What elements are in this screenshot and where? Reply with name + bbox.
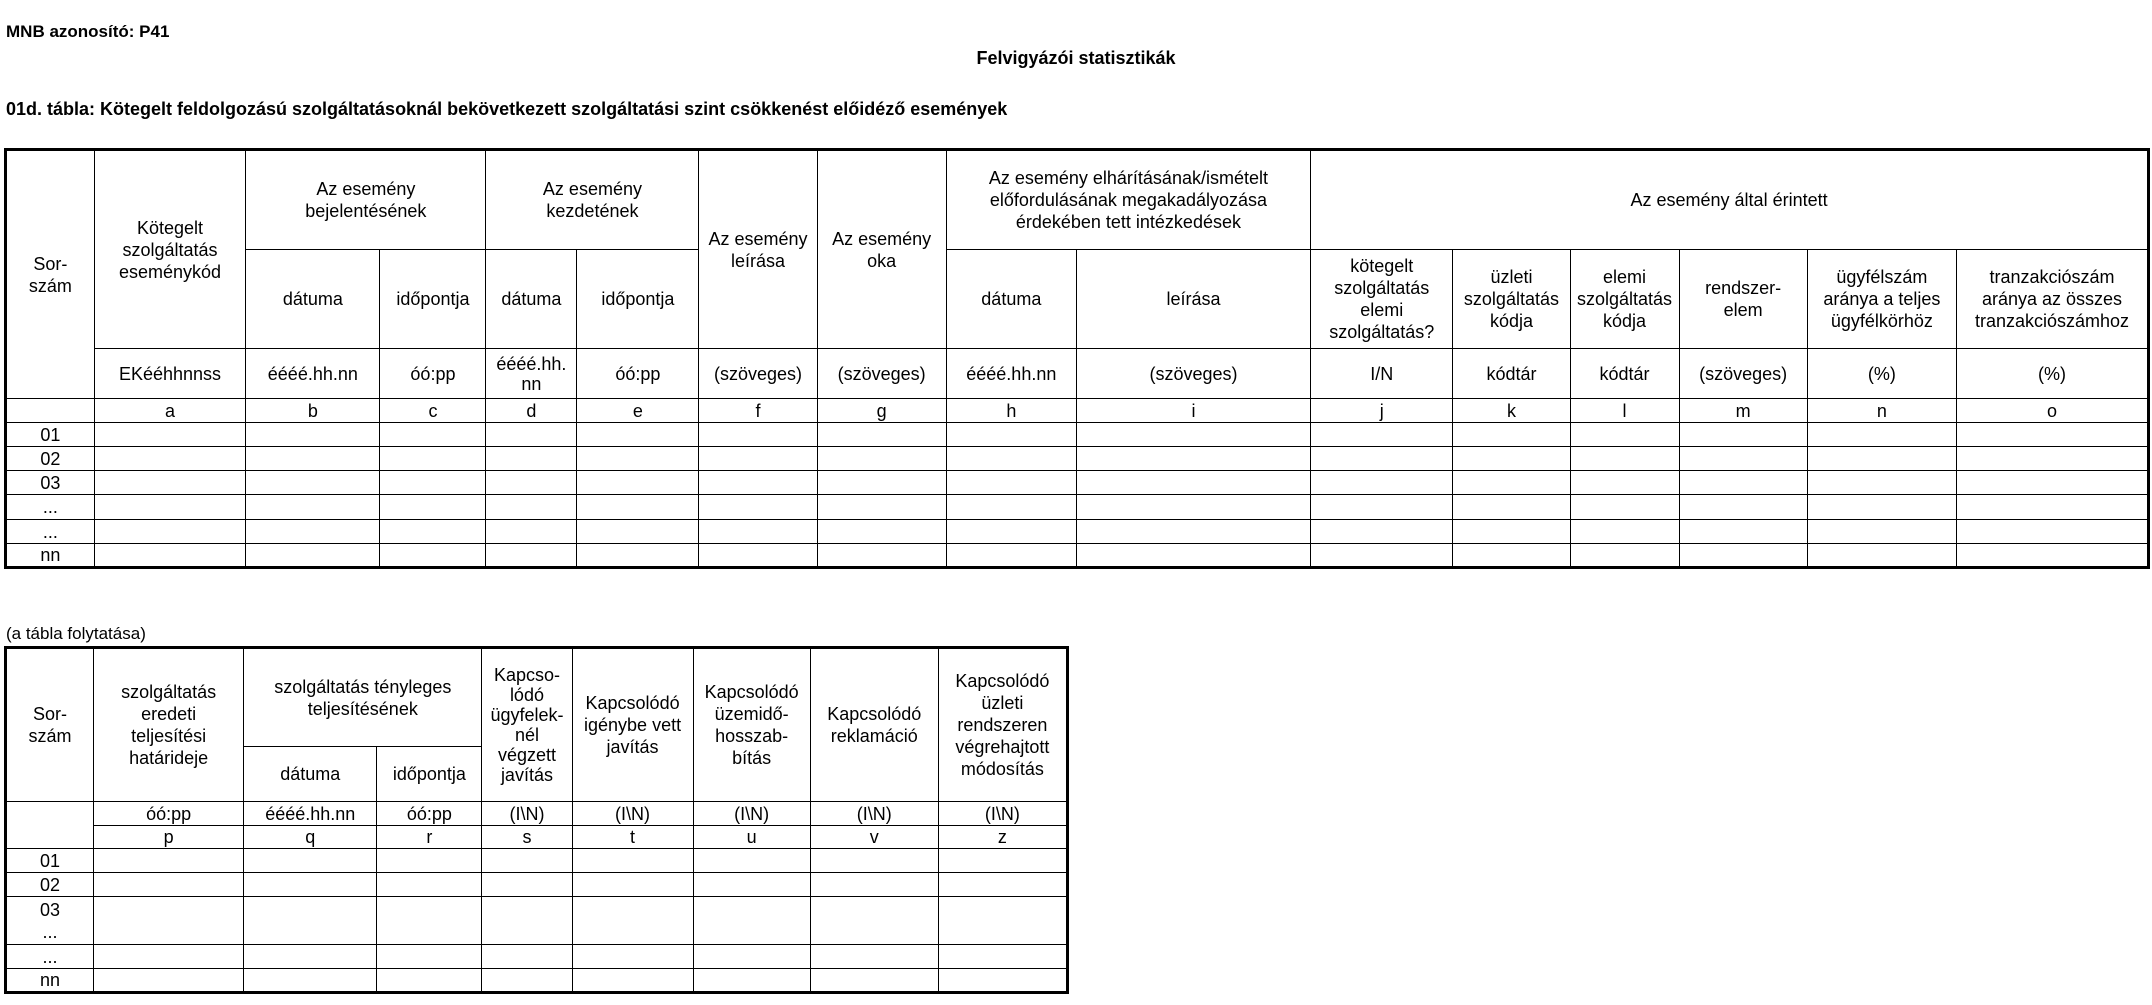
table-cell[interactable]: [1453, 447, 1570, 471]
table-cell[interactable]: [1807, 495, 1956, 520]
table-cell[interactable]: [938, 945, 1067, 969]
column-letter: u: [693, 826, 810, 849]
column-letter: h: [946, 399, 1076, 423]
header-r: időpontja: [377, 747, 482, 802]
table-cell[interactable]: [693, 969, 810, 993]
table-cell[interactable]: [1311, 495, 1453, 520]
table-cell[interactable]: [946, 423, 1076, 447]
table-cell[interactable]: [244, 969, 377, 993]
table-cell[interactable]: [94, 849, 244, 873]
row-number: 02: [6, 873, 94, 897]
header-t: Kapcsolódó igénybe vett javítás: [572, 648, 693, 802]
row-number: 03: [6, 471, 95, 495]
table-cell[interactable]: [1453, 495, 1570, 520]
table-cell[interactable]: [1957, 423, 2149, 447]
table-cell[interactable]: [1957, 495, 2149, 520]
column-letter: r: [377, 826, 482, 849]
table-cell[interactable]: [693, 873, 810, 897]
table-cell[interactable]: [1311, 447, 1453, 471]
column-letter: f: [699, 399, 817, 423]
table-cell[interactable]: [482, 969, 572, 993]
column-letter: b: [246, 399, 380, 423]
column-letter: [6, 399, 95, 423]
table-cell[interactable]: [946, 471, 1076, 495]
table-cell[interactable]: [946, 544, 1076, 568]
table-cell[interactable]: [377, 969, 482, 993]
table-cell[interactable]: [1807, 544, 1956, 568]
table-cell[interactable]: [938, 897, 1067, 945]
table-cell[interactable]: [938, 873, 1067, 897]
format-cell: éééé.hh.nn: [244, 802, 377, 826]
table-cell[interactable]: [1311, 471, 1453, 495]
table-row: [6, 495, 2149, 520]
table-cell[interactable]: [817, 447, 946, 471]
header-erintett: Az esemény által érintett: [1311, 150, 2149, 250]
table-cell[interactable]: [1453, 520, 1570, 544]
table-cell[interactable]: [699, 544, 817, 568]
table-title: 01d. tábla: Kötegelt feldolgozású szolgáltatásoknál bekövetkezett szolgáltatási szint csökkenést előidéző események: [6, 99, 1008, 119]
column-letter: a: [94, 399, 245, 423]
format-cell: (szöveges): [699, 349, 817, 399]
header-d: dátuma: [486, 250, 577, 349]
format-cell: (szöveges): [817, 349, 946, 399]
column-letter: o: [1957, 399, 2149, 423]
table-cell[interactable]: [94, 423, 245, 447]
table-cell[interactable]: [572, 945, 693, 969]
table-cell[interactable]: [486, 544, 577, 568]
table-cell[interactable]: [699, 447, 817, 471]
table-row: [6, 471, 2149, 495]
column-letter: l: [1570, 399, 1679, 423]
table-cell[interactable]: [1570, 471, 1679, 495]
row-number: 01: [6, 423, 95, 447]
format-cell: kódtár: [1453, 349, 1570, 399]
table-cell[interactable]: [572, 849, 693, 873]
header-l: elemi szolgáltatás kódja: [1570, 250, 1679, 349]
continuation-label: (a tábla folytatása): [6, 624, 146, 643]
row-number: nn: [6, 969, 94, 993]
continuation-table: [4, 646, 1069, 994]
table-cell[interactable]: [1807, 423, 1956, 447]
table-cell[interactable]: [699, 520, 817, 544]
table-cell[interactable]: [1679, 447, 1807, 471]
format-cell: (I\N): [482, 802, 572, 826]
column-letter: m: [1679, 399, 1807, 423]
header-oka: Az esemény oka: [817, 150, 946, 349]
header-v: Kapcsolódó reklamáció: [810, 648, 938, 802]
table-cell[interactable]: [817, 423, 946, 447]
table-row: [6, 544, 2149, 568]
table-cell[interactable]: [1311, 520, 1453, 544]
column-letter: j: [1311, 399, 1453, 423]
table-cell[interactable]: [810, 969, 938, 993]
table-cell[interactable]: [817, 495, 946, 520]
header-bejelentes: Az esemény bejelentésének: [246, 150, 486, 250]
table-cell[interactable]: [1679, 495, 1807, 520]
table-cell[interactable]: [94, 447, 245, 471]
table-cell[interactable]: [380, 495, 486, 520]
column-letter: g: [817, 399, 946, 423]
column-letter: t: [572, 826, 693, 849]
header-leiras: Az esemény leírása: [699, 150, 817, 349]
table-cell[interactable]: [1076, 520, 1310, 544]
table-cell[interactable]: [1807, 471, 1956, 495]
table-cell[interactable]: [572, 897, 693, 945]
table-cell[interactable]: [486, 495, 577, 520]
table-cell[interactable]: [1076, 471, 1310, 495]
table-cell[interactable]: [817, 544, 946, 568]
table-cell[interactable]: [94, 495, 245, 520]
header-j: kötegelt szolgáltatás elemi szolgáltatás?: [1311, 250, 1453, 349]
format-cell: óó:pp: [94, 802, 244, 826]
table-cell[interactable]: [817, 520, 946, 544]
table-cell[interactable]: [577, 495, 699, 520]
table-cell[interactable]: [946, 495, 1076, 520]
column-letter: v: [810, 826, 938, 849]
table-cell[interactable]: [1679, 520, 1807, 544]
table-cell[interactable]: [577, 471, 699, 495]
format-cell: kódtár: [1570, 349, 1679, 399]
table-cell[interactable]: [246, 520, 380, 544]
table-cell[interactable]: [1570, 423, 1679, 447]
format-cell: I/N: [1311, 349, 1453, 399]
table-cell[interactable]: [486, 471, 577, 495]
table-cell[interactable]: [938, 849, 1067, 873]
table-cell[interactable]: [1807, 520, 1956, 544]
format-cell: (%): [1957, 349, 2149, 399]
table-row: [6, 447, 2149, 471]
row-number: nn: [6, 544, 95, 568]
table-cell[interactable]: [246, 423, 380, 447]
table-cell[interactable]: [94, 544, 245, 568]
table-cell[interactable]: [94, 897, 244, 945]
table-cell[interactable]: [94, 520, 245, 544]
table-cell[interactable]: [482, 849, 572, 873]
header-h: dátuma: [946, 250, 1076, 349]
table-cell[interactable]: [1076, 447, 1310, 471]
table-cell[interactable]: [699, 423, 817, 447]
table-cell[interactable]: [577, 423, 699, 447]
table-cell[interactable]: [810, 849, 938, 873]
row-number: 03 ...: [6, 897, 94, 945]
table-cell[interactable]: [699, 471, 817, 495]
header-sorszam: Sor- szám: [6, 150, 95, 399]
table-cell[interactable]: [244, 945, 377, 969]
format-cell: (szöveges): [1679, 349, 1807, 399]
table-cell[interactable]: [380, 544, 486, 568]
column-letter: z: [938, 826, 1067, 849]
table-row: [6, 945, 1068, 969]
header-s: Kapcso- lódó ügyfelek- nél végzett javítás: [482, 648, 572, 802]
table-cell[interactable]: [938, 969, 1067, 993]
table-cell[interactable]: [1679, 423, 1807, 447]
table-cell[interactable]: [1957, 447, 2149, 471]
table-cell[interactable]: [1453, 544, 1570, 568]
page-title: Felvigyázói statisztikák: [976, 48, 1176, 68]
column-letter: k: [1453, 399, 1570, 423]
table-cell[interactable]: [1570, 520, 1679, 544]
format-cell: éééé.hh. nn: [486, 349, 577, 399]
row-number: ...: [6, 495, 95, 520]
format-cell: (I\N): [810, 802, 938, 826]
table-cell[interactable]: [693, 849, 810, 873]
format-cell: óó:pp: [380, 349, 486, 399]
table-cell[interactable]: [946, 447, 1076, 471]
table-cell[interactable]: [1957, 520, 2149, 544]
table-cell[interactable]: [1076, 495, 1310, 520]
header-spacer: [6, 802, 94, 849]
column-letter: c: [380, 399, 486, 423]
table-row: [6, 897, 1068, 945]
table-cell[interactable]: [1311, 544, 1453, 568]
table-cell[interactable]: [810, 873, 938, 897]
table-row: [6, 520, 2149, 544]
column-letter: d: [486, 399, 577, 423]
format-cell: EKééhhnnss: [94, 349, 245, 399]
format-cell: óó:pp: [377, 802, 482, 826]
header-i: leírása: [1076, 250, 1310, 349]
row-number: 02: [6, 447, 95, 471]
table-cell[interactable]: [1311, 423, 1453, 447]
table-cell[interactable]: [1807, 447, 1956, 471]
table-cell[interactable]: [1570, 544, 1679, 568]
row-number: ...: [6, 520, 95, 544]
table-cell[interactable]: [246, 495, 380, 520]
table-cell[interactable]: [94, 873, 244, 897]
table-cell[interactable]: [482, 873, 572, 897]
table-cell[interactable]: [380, 520, 486, 544]
table-cell[interactable]: [577, 544, 699, 568]
table-cell[interactable]: [1076, 423, 1310, 447]
table-cell[interactable]: [1679, 471, 1807, 495]
header-hatarido: szolgáltatás eredeti teljesítési határideje: [94, 648, 244, 802]
header-kotegelt-esemenykod: Kötegelt szolgáltatás eseménykód: [94, 150, 245, 349]
table-cell[interactable]: [577, 447, 699, 471]
header-k: üzleti szolgáltatás kódja: [1453, 250, 1570, 349]
column-letter: q: [244, 826, 377, 849]
table-cell[interactable]: [94, 945, 244, 969]
table-cell[interactable]: [246, 544, 380, 568]
table-cell[interactable]: [377, 897, 482, 945]
column-letter: n: [1807, 399, 1956, 423]
table-cell[interactable]: [1076, 544, 1310, 568]
header-o: tranzakciószám aránya az összes tranzakciószámhoz: [1957, 250, 2149, 349]
header-b: dátuma: [246, 250, 380, 349]
header-q: dátuma: [244, 747, 377, 802]
row-number: 01: [6, 849, 94, 873]
table-cell[interactable]: [810, 945, 938, 969]
format-cell: (I\N): [572, 802, 693, 826]
column-letter: p: [94, 826, 244, 849]
table-cell[interactable]: [486, 423, 577, 447]
format-cell: éééé.hh.nn: [946, 349, 1076, 399]
table-cell[interactable]: [693, 897, 810, 945]
mnb-id: MNB azonosító: P41: [6, 22, 170, 41]
table-cell[interactable]: [377, 873, 482, 897]
header-elharitas: Az esemény elhárításának/ismételt előfordulásának megakadályozása érdekében tett intézkedések: [946, 150, 1310, 250]
row-number: ...: [6, 945, 94, 969]
table-cell[interactable]: [377, 945, 482, 969]
table-cell[interactable]: [244, 873, 377, 897]
table-cell[interactable]: [380, 423, 486, 447]
table-cell[interactable]: [946, 520, 1076, 544]
table-cell[interactable]: [486, 520, 577, 544]
table-cell[interactable]: [482, 897, 572, 945]
table-row: [6, 969, 1068, 993]
table-cell[interactable]: [572, 873, 693, 897]
table-cell[interactable]: [572, 969, 693, 993]
format-cell: éééé.hh.nn: [246, 349, 380, 399]
header-u: Kapcsolódó üzemidő- hosszab- bítás: [693, 648, 810, 802]
format-cell: (%): [1807, 349, 1956, 399]
table-cell[interactable]: [94, 471, 245, 495]
table-cell[interactable]: [380, 471, 486, 495]
header-n: ügyfélszám aránya a teljes ügyfélkörhöz: [1807, 250, 1956, 349]
table-cell[interactable]: [577, 520, 699, 544]
column-letter: e: [577, 399, 699, 423]
format-cell: (szöveges): [1076, 349, 1310, 399]
table-cell[interactable]: [244, 897, 377, 945]
table-cell[interactable]: [1679, 544, 1807, 568]
table-cell[interactable]: [94, 969, 244, 993]
format-cell: (I\N): [693, 802, 810, 826]
table-cell[interactable]: [693, 945, 810, 969]
table-row: [6, 849, 1068, 873]
table-cell[interactable]: [817, 471, 946, 495]
table-cell[interactable]: [482, 945, 572, 969]
table-cell[interactable]: [1570, 495, 1679, 520]
table-cell[interactable]: [1453, 423, 1570, 447]
table-cell[interactable]: [1453, 471, 1570, 495]
header-z: Kapcsolódó üzleti rendszeren végrehajtott módosítás: [938, 648, 1067, 802]
header-teljesites: szolgáltatás tényleges teljesítésének: [244, 648, 482, 747]
table-cell[interactable]: [377, 849, 482, 873]
table-cell[interactable]: [244, 849, 377, 873]
format-cell: (I\N): [938, 802, 1067, 826]
header-kezdet: Az esemény kezdetének: [486, 150, 699, 250]
table-cell[interactable]: [246, 471, 380, 495]
header-e: időpontja: [577, 250, 699, 349]
table-cell[interactable]: [486, 447, 577, 471]
table-cell[interactable]: [810, 897, 938, 945]
header-sorszam: Sor- szám: [6, 648, 94, 802]
format-cell: óó:pp: [577, 349, 699, 399]
table-cell[interactable]: [1957, 544, 2149, 568]
table-cell[interactable]: [380, 447, 486, 471]
events-table: [4, 148, 2150, 569]
table-row: [6, 423, 2149, 447]
table-cell[interactable]: [699, 495, 817, 520]
header-m: rendszer- elem: [1679, 250, 1807, 349]
table-cell[interactable]: [1957, 471, 2149, 495]
header-c: időpontja: [380, 250, 486, 349]
column-letter: i: [1076, 399, 1310, 423]
table-row: [6, 873, 1068, 897]
table-cell[interactable]: [246, 447, 380, 471]
table-cell[interactable]: [1570, 447, 1679, 471]
column-letter: s: [482, 826, 572, 849]
